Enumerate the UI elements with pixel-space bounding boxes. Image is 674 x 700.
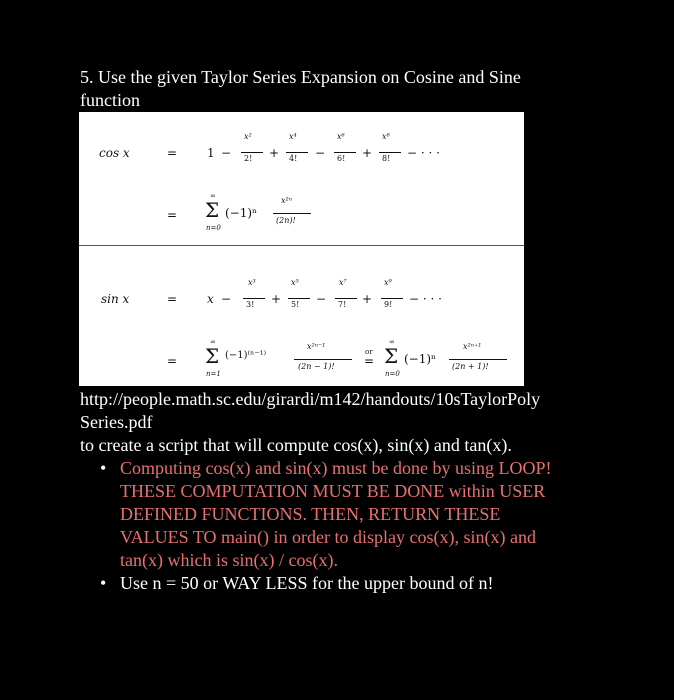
sin-term-4-num: x⁹ [384,278,392,287]
cos-lhs: cos x [99,146,130,160]
cos-equals-1: = [167,146,178,160]
cos-sum-lower: n=0 [206,224,221,232]
cos-term-1-bar [241,152,263,153]
requirement-line-3: DEFINED FUNCTIONS. THEN, RETURN THESE [120,504,501,524]
cos-term-3-num: x⁶ [337,132,345,141]
sin-sum2-factor: (−1)ⁿ [404,352,437,366]
sin-x: x [207,292,214,306]
sin-term-1-num: x³ [248,278,256,287]
requirement-line-2: THESE COMPUTATION MUST BE DONE within USER [120,481,546,501]
sin-term-3-num: x⁷ [339,278,347,287]
requirement-line-4: VALUES TO main() in order to display cos(x), sin(x) and [120,527,536,547]
sin-sum1-den: (2n − 1)! [298,362,335,371]
cos-op-2: + [269,146,280,160]
sin-sum2-upper: ∞ [389,338,395,346]
cos-term-1-den: 2! [244,154,253,163]
task-intro: to create a script that will compute cos(x), sin(x) and tan(x). [80,435,512,455]
requirement-line-1: Computing cos(x) and sin(x) must be done by using LOOP! [120,458,552,478]
cos-term-3-den: 6! [337,154,346,163]
url-line-1[interactable]: http://people.math.sc.edu/girardi/m142/handouts/10sTaylorPoly [80,389,541,409]
sin-sum1-factor: (−1)⁽ⁿ⁻¹⁾ [225,350,267,361]
sin-term-1-den: 3! [246,300,255,309]
sin-sum1-num: x²ⁿ⁻¹ [307,342,326,351]
sin-term-4-den: 9! [384,300,393,309]
cos-term-2-bar [286,152,308,153]
cos-term-2-num: x⁴ [289,132,297,141]
requirement-line-1: Use n = 50 or WAY LESS for the upper bound of n! [120,573,494,593]
sin-op-4: + [362,292,373,306]
cos-sum-factor: (−1)ⁿ [225,206,258,220]
requirement-line-5: tan(x) which is sin(x) / cos(x). [120,550,338,570]
sin-sum2-symbol: Σ [384,344,399,368]
sin-term-2-bar [288,298,310,299]
heading-line-2: function [80,90,140,110]
sin-sum2-lower: n=0 [385,370,400,378]
requirement-item-loops [100,457,600,572]
sin-op-3: − [316,292,327,306]
sin-sum1-bar [294,359,352,360]
sin-term-3-den: 7! [338,300,347,309]
requirement-item-upper-bound [100,572,600,595]
cos-op-4: + [362,146,373,160]
bullet-icon: • [100,573,107,593]
cos-one: 1 [207,146,215,160]
sin-lhs: sin x [101,292,130,306]
sin-or-label: or [365,348,373,356]
bullet-icon: • [100,458,107,478]
sin-equals-2: = [167,354,178,368]
cos-sum-upper: ∞ [210,192,216,200]
cos-equals-2: = [167,208,178,222]
sin-ellipsis: − · · · [409,292,442,306]
sin-sum1-symbol: Σ [205,344,220,368]
cos-term-4-den: 8! [382,154,391,163]
sin-sum2-num: x²ⁿ⁺¹ [463,342,482,351]
cos-ellipsis: − · · · [407,146,440,160]
sin-term-1-bar [243,298,265,299]
sin-sum2-den: (2n + 1)! [452,362,489,371]
cos-sum-symbol: Σ [205,198,220,222]
cos-term-2-den: 4! [289,154,298,163]
reference-url[interactable] [80,388,620,434]
requirement-text [118,457,600,572]
question-heading [80,66,600,112]
sin-or-equals: = [364,354,375,368]
cos-sum-bar [273,213,311,214]
requirements-list [100,457,600,595]
cos-term-4-bar [379,152,401,153]
sin-sum1-lower: n=1 [206,370,221,378]
cos-term-4-num: x⁸ [382,132,390,141]
sin-term-3-bar [335,298,357,299]
url-line-2[interactable]: Series.pdf [80,412,153,432]
cos-sum-den: (2n)! [276,216,296,225]
formula-divider [79,245,524,246]
sin-sum1-upper: ∞ [210,338,216,346]
taylor-series-formula-image [79,112,524,386]
heading-line-1: 5. Use the given Taylor Series Expansion on Cosine and Sine [80,67,521,87]
sin-sum2-bar [449,359,507,360]
cos-op-1: − [221,146,232,160]
cos-op-3: − [315,146,326,160]
sin-op-2: + [271,292,282,306]
cos-sum-num: x²ⁿ [281,196,292,205]
cos-term-3-bar [334,152,356,153]
sin-term-2-num: x⁵ [291,278,299,287]
sin-op-1: − [221,292,232,306]
cos-term-1-num: x² [244,132,252,141]
sin-term-2-den: 5! [291,300,300,309]
sin-equals-1: = [167,292,178,306]
requirement-text [118,572,600,595]
sin-term-4-bar [381,298,403,299]
